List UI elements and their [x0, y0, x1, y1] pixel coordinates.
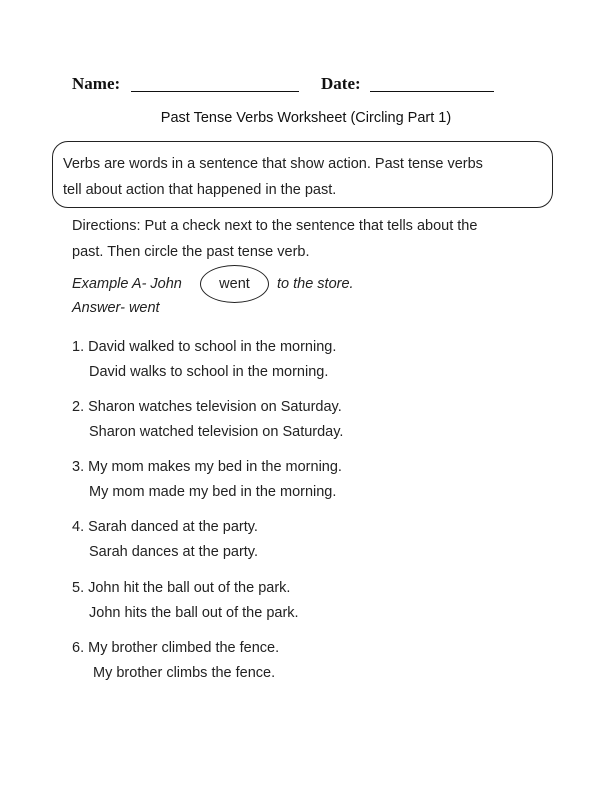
sentence-option-b[interactable]: Sharon watched television on Saturday. [89, 424, 344, 440]
date-label: Date: [321, 74, 361, 93]
sentence-option-b[interactable]: My mom made my bed in the morning. [89, 484, 337, 500]
question-5 [72, 576, 299, 626]
sentence-option-a[interactable]: 6. My brother climbed the fence. [72, 640, 280, 656]
example-end: to the store. [277, 276, 354, 292]
sentence-option-a[interactable]: 4. Sarah danced at the party. [72, 519, 258, 535]
example-circled-verb: went [200, 265, 269, 303]
sentence-option-b[interactable]: My brother climbs the fence. [93, 665, 276, 681]
sentence-option-a[interactable]: 3. My mom makes my bed in the morning. [72, 459, 342, 475]
question-4 [72, 515, 258, 565]
question-3 [72, 455, 342, 505]
worksheet-title: Past Tense Verbs Worksheet (Circling Part 1) [160, 110, 452, 126]
question-6 [72, 636, 279, 686]
example-answer: Answer- went [72, 300, 160, 316]
intro-line-1: Verbs are words in a sentence that show action. Past tense verbs [63, 156, 483, 172]
name-blank-line[interactable] [131, 91, 299, 92]
directions [72, 213, 477, 265]
sentence-option-a[interactable]: 2. Sharon watches television on Saturday. [72, 399, 342, 415]
question-2 [72, 395, 343, 445]
sentence-option-b[interactable]: David walks to school in the morning. [89, 364, 329, 380]
date-blank-line[interactable] [370, 91, 494, 92]
directions-line-1: Directions: Put a check next to the sentence that tells about the [72, 218, 478, 234]
question-1 [72, 335, 336, 385]
directions-line-2: past. Then circle the past tense verb. [72, 244, 310, 260]
intro-box [52, 141, 553, 208]
sentence-option-a[interactable]: 1. David walked to school in the morning. [72, 339, 337, 355]
sentence-option-a[interactable]: 5. John hit the ball out of the park. [72, 580, 291, 596]
name-label: Name: [72, 74, 121, 93]
sentence-option-b[interactable]: Sarah dances at the party. [89, 544, 259, 560]
example-start: Example A- John [72, 276, 182, 292]
sentence-option-b[interactable]: John hits the ball out of the park. [89, 605, 299, 621]
intro-line-2: tell about action that happened in the past. [63, 182, 337, 198]
